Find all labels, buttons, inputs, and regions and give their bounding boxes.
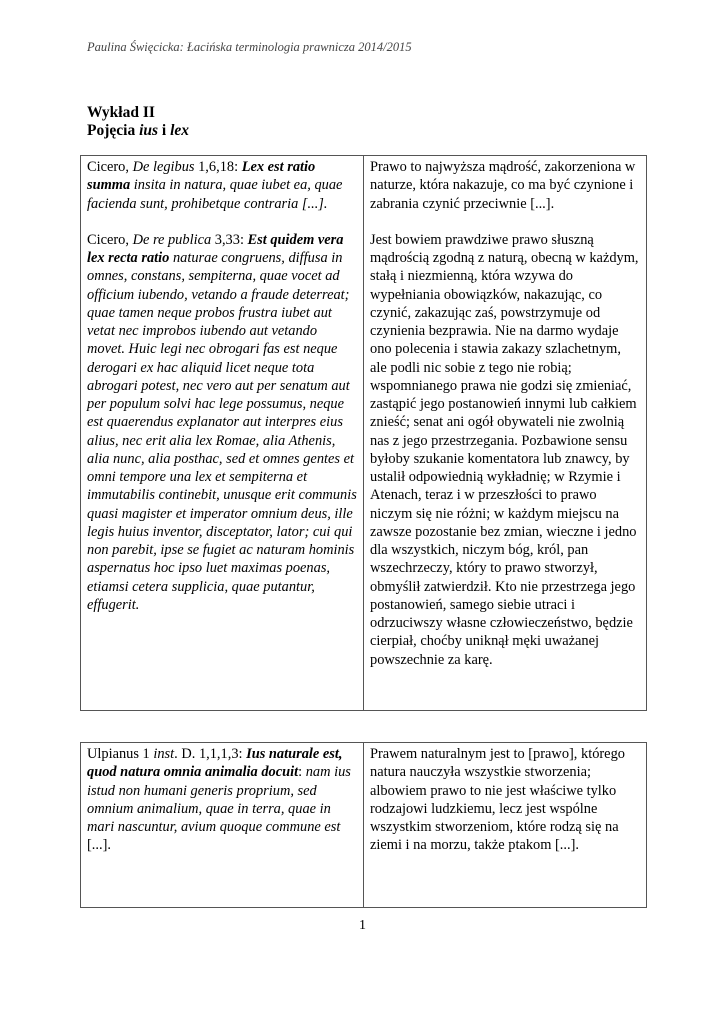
subtitle-prefix: Pojęcia bbox=[87, 122, 140, 139]
lecture-number: Wykład II bbox=[87, 104, 155, 121]
latin-passage-de-re-publica bbox=[87, 231, 357, 614]
citation-ref: 3,33: bbox=[211, 231, 248, 248]
citation-work: De re publica bbox=[132, 231, 212, 248]
subtitle-conjunction: i bbox=[158, 122, 171, 139]
citation-text: insita in natura, quae iubet ea, quae facienda sunt, prohibetque contraria [...]. bbox=[87, 177, 343, 212]
subtitle-ius: ius bbox=[139, 122, 159, 139]
citation-work: inst bbox=[153, 746, 175, 762]
page-number: 1 bbox=[359, 918, 366, 933]
polish-translation-cell bbox=[364, 156, 647, 711]
citation-author: Cicero, bbox=[87, 159, 133, 175]
citation-author: Cicero, bbox=[87, 231, 133, 248]
citation-key-phrase: Est quidem vera lex recta ratio bbox=[87, 231, 344, 266]
citation-work: De legibus bbox=[132, 159, 195, 175]
latin-passage-ulpianus bbox=[87, 745, 357, 855]
latin-passage-de-legibus bbox=[87, 158, 357, 213]
lecture-title bbox=[87, 104, 189, 140]
citation-key-phrase: Lex est ratio summa bbox=[87, 159, 316, 194]
citation-ref: 1,6,18: bbox=[194, 159, 242, 175]
citation-text: naturae congruens, diffusa in omnes, constans, sempiterna, quae vocet ad officium iubendo, vetando a fraude deterreat; quae tamen neque probos frustra iubet aut vetat nec improbos iubendo aut vetando movet. Huic legi nec obrogari fas est neque derogari ex hac aliquid licet neque tota abrogari potest, nec vero aut per senatum aut per populum solvi hac lege possumus, neque est quaerendus explanator aut interpres eius alius, nec erit alia lex Romae, alia Athenis, alia nunc, alia posthac, sed et omnes gentes et omni tempore una lex et sempiterna et immutabilis continebit, unusque erit communis quasi magister et imperator omnium deus, ille legis huius inventor, disceptator, lator; cui qui non parebit, ipse se fugiet ac naturam hominis aspernatus hoc ipso luet maximas poenas, etiamsi cetera supplicia, quae putantur, effugerit. bbox=[87, 250, 357, 613]
polish-translation-cell bbox=[364, 743, 647, 908]
latin-source-cell bbox=[81, 743, 364, 908]
table-row bbox=[81, 156, 647, 711]
citation-key-phrase: Ius naturale est, quod natura omnia animalia docuit bbox=[87, 746, 343, 781]
latin-source-cell bbox=[81, 156, 364, 711]
citation-ellipsis: [...]. bbox=[87, 837, 111, 854]
running-header: Paulina Święcicka: Łacińska terminologia prawnicza 2014/2015 bbox=[87, 40, 412, 54]
citation-ref: . D. 1,1,1,3: bbox=[174, 746, 247, 762]
translation-de-re-publica: Jest bowiem prawdziwe prawo słuszną mądrością zgodną z naturą, obecną w każdym, stałą i niezmienną, która wzywa do wypełniania obowiązków, nakazując, co czynić, zakazując zaś, powstrzymuje od czynienia bezprawia. Nie na darmo wydaje ono polecenia i stawia zakazy szlachetnym, ale podli nic sobie z tego nie robią; wspomnianego prawa nie godzi się zmieniać, zastąpić jego postanowień innymi lub całkiem znieść; senat ani ogół obywateli nie zwolnią nas z jego przestrzegania. Pozbawione sensu byłoby szukanie komentatora lub znawcy, by ustalił odpowiednią wykładnię; w Rzymie i Atenach, teraz i w przeszłości to prawo niczym się nie różni; w każdym miejscu na zawsze pozostanie bez zmian, wieczne i jedno dla wszystkich, niczym bóg, król, pan wszechrzeczy, który to prawo stworzył, obmyślił zatwierdził. Kto nie przestrzega jego postanowień, samego siebie utraci i odrzuciwszy własne człowieczeństwo, będzie cierpiał, choćby uniknął męki uważanej powszechnie za karę. bbox=[370, 231, 639, 668]
lecture-subtitle bbox=[87, 122, 189, 140]
subtitle-lex: lex bbox=[170, 122, 190, 139]
citation-text: nam ius istud non humani generis proprium, sed omnium animalium, quae in terra, quae in mari nascuntur, avium quoque commune est bbox=[87, 764, 351, 835]
translation-ulpianus: Prawem naturalnym jest to [prawo], którego natura nauczyła wszystkie stworzenia; albowiem prawo to nie jest właściwe tylko rodzajowi ludzkiemu, lecz jest wspólne wszystkim stworzeniom, które rodzą się na ziemi i na morzu, także ptakom [...]. bbox=[370, 746, 625, 854]
translation-de-legibus: Prawo to najwyższa mądrość, zakorzeniona w naturze, która nakazuje, co ma być czynione i zabrania czynić przeciwnie [...]. bbox=[370, 159, 636, 212]
citation-table-cicero bbox=[80, 155, 647, 711]
citation-colon: : bbox=[298, 764, 303, 781]
table-row bbox=[81, 743, 647, 908]
citation-author: Ulpianus 1 bbox=[87, 746, 154, 762]
citation-table-ulpianus bbox=[80, 742, 647, 908]
